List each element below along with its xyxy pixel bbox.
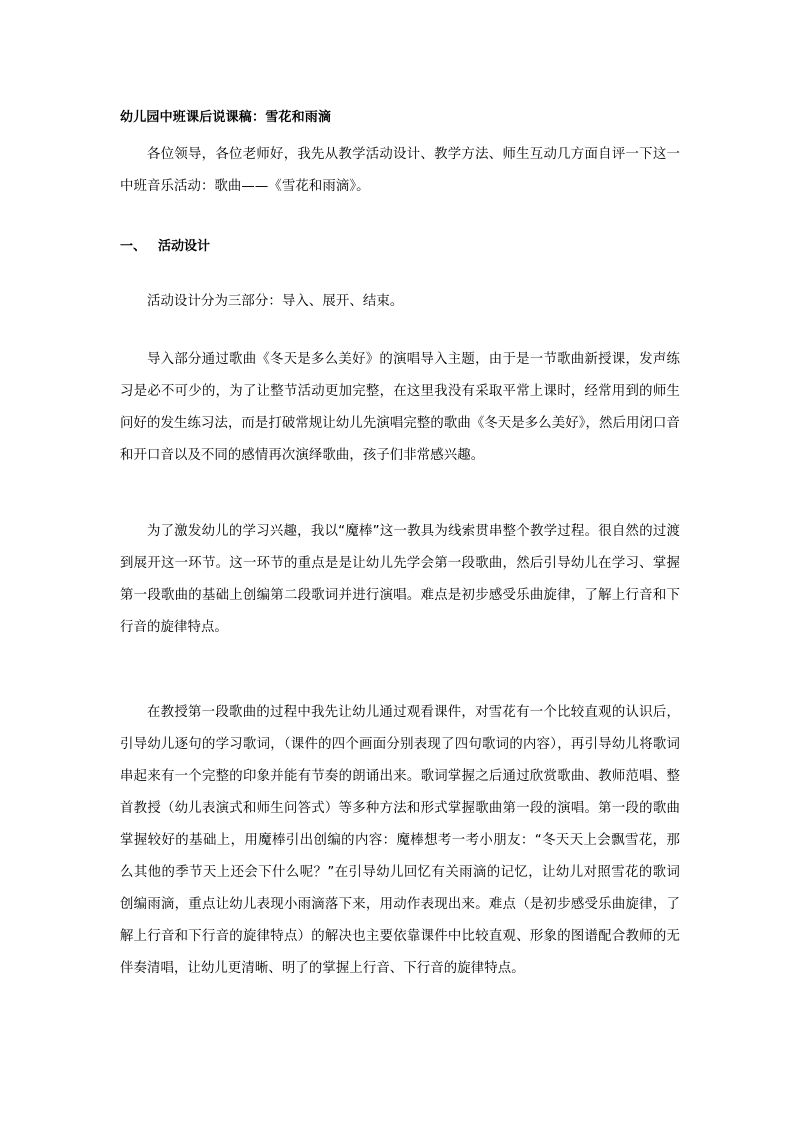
- body-paragraph: 在教授第一段歌曲的过程中我先让幼儿通过观看课件，对雪花有一个比较直观的认识后，引导幼儿逐句的学习歌词，（课件的四个画面分别表现了四句歌词的内容），再引导幼儿将歌词串起来有一个完整的印象并能有节奏的朗诵出来。歌词掌握之后通过欣赏歌曲、教师范唱、整首教授（幼儿表演式和师生问答式）等多种方法和形式掌握歌曲第一段的演唱。第一段的歌曲掌握较好的基础上，用魔棒引出创编的内容：魔棒想考一考小朋友：“冬天天上会飘雪花，那么其他的季节天上还会下什么呢？”在引导幼儿回忆有关雨滴的记忆，让幼儿对照雪花的歌词创编雨滴，重点让幼儿表现小雨滴落下来，用动作表现出来。难点（是初步感受乐曲旋律，了解上行音和下行音的旋律特点）的解决也主要依靠课件中比较直观、形象的图谱配合教师的无伴奏清唱，让幼儿更清晰、明了的掌握上行音、下行音的旋律特点。: [120, 705, 680, 976]
- body-paragraph: 活动设计分为三部分：导入、展开、结束。: [147, 294, 404, 309]
- document-title: 幼儿园中班课后说课稿：雪花和雨滴: [120, 110, 332, 125]
- intro-paragraph: 各位领导，各位老师好，我先从教学活动设计、教学方法、师生互动几方面自评一下这一中班音乐活动：歌曲——《雪花和雨滴》。: [120, 147, 680, 194]
- body-paragraph: 为了激发幼儿的学习兴趣，我以“魔棒”这一教具为线索贯串整个教学过程。很自然的过渡到展开这一环节。这一环节的重点是是让幼儿先学会第一段歌曲，然后引导幼儿在学习、掌握第一段歌曲的基础上创编第二段歌词并进行演唱。难点是初步感受乐曲旋律，了解上行音和下行音的旋律特点。: [120, 524, 680, 635]
- section-heading: [120, 235, 210, 254]
- body-paragraph: 导入部分通过歌曲《冬天是多么美好》的演唱导入主题，由于是一节歌曲新授课，发声练习是必不可少的，为了让整节活动更加完整，在这里我没有采取平常上课时，经常用到的师生问好的发生练习法，而是打破常规让幼儿先演唱完整的歌曲《冬天是多么美好》，然后用闭口音和开口音以及不同的感情再次演绎歌曲，孩子们非常感兴趣。: [120, 352, 680, 463]
- section-number: 一、: [120, 239, 147, 254]
- section-title: 活动设计: [158, 239, 211, 254]
